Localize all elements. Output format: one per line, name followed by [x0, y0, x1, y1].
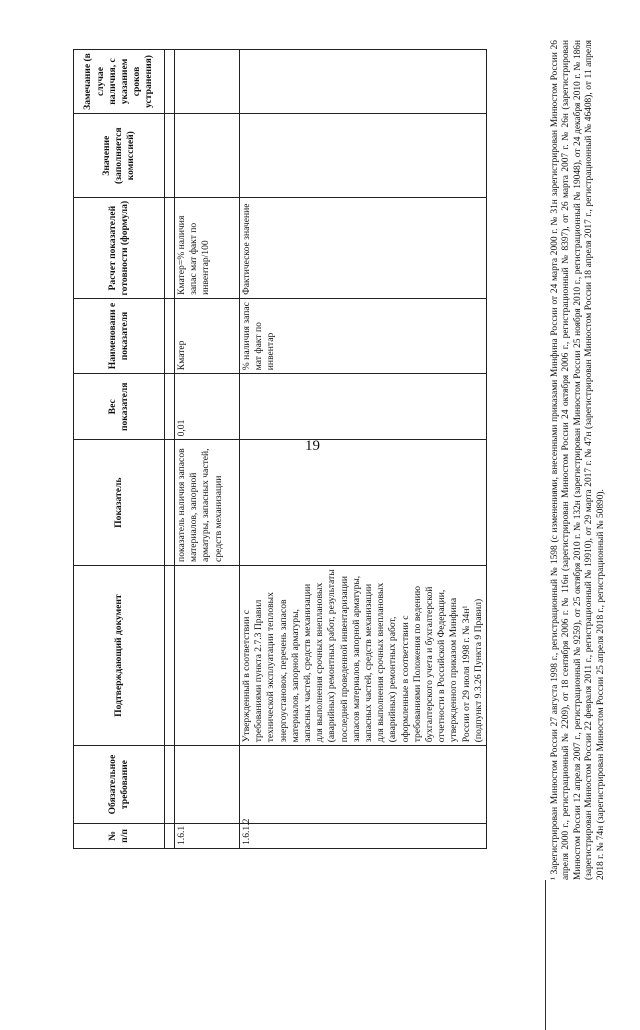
row-value [175, 113, 240, 197]
row-remark [175, 50, 240, 114]
header-row [74, 50, 165, 849]
footnote-rule [545, 880, 546, 1030]
spacer-cell [165, 440, 175, 566]
header-remark: Замечание (в случае наличия, с указанием сроков устранения) [74, 50, 165, 114]
row-document: Утвержденный в соответствии с требованиями пункта 2.7.3 Правил технической эксплуатации тепловых энергоустановок, перечень запасов материалов, запорной арматуры, запасных частей, средств механизации для выполнения срочных внеплановых (аварийных) ремонтных работ, результаты последней проведенной инвентаризации запасов материалов, запорной арматуры, запасных частей, средств механизации для выполнения срочных внеплановых (аварийных) ремонтных работ, оформленные в соответствии с требованиями Положения по ведению бухгалтерского учета и бухгалтерской отчетности в Российской Федерации, утвержденного приказом Минфина России от 29 июля 1998 г. № 34н¹ (подпункт 9.3.26 Пункта 9 Правил) [240, 565, 487, 745]
header-document: Подтверждающий документ [74, 565, 165, 745]
header-weight: Вес показателя [74, 374, 165, 440]
row-document [175, 565, 240, 745]
spacer-cell [165, 823, 175, 848]
row-num: 1.6.1.2 [240, 823, 487, 848]
row-name: % наличия запас мат факт по инвентар [240, 298, 487, 373]
row-indicator: показатель наличия запасов материалов, запорной арматуры, запасных частей, средств механизации [175, 440, 240, 566]
header-indicator: Показатель [74, 440, 165, 566]
row-weight: 0,01 [175, 374, 240, 440]
header-value: Значение (заполняется комиссией) [74, 113, 165, 197]
spacer-cell [165, 113, 175, 197]
table-row [240, 50, 487, 849]
row-required [175, 746, 240, 824]
row-weight [240, 374, 487, 440]
footnote: ¹ Зарегистрирован Минюстом России 27 августа 1998 г., регистрационный № 1598 (с изменениями, внесенными приказами Минфина России от 24 марта 2000 г. № 31н зарегистрирован Минюстом России 26 апреля 2000 г., регистрационный № 2209), от 18 сентября 2006 г. № 116н (зарегистрирован Минюстом России 24 октября 2006 г., регистрационный № 8397), от 26 марта 2007 г. № 26н (зарегистрирован Минюстом России 12 апреля 2007 г., регистрационный № 9259), от 25 октября 2010 г. № 132н (зарегистрирован Минюстом России 25 ноября 2010 г., регистрационный № 19048), от 24 декабря 2010 г. № 186н (зарегистрирован Минюстом России 22 февраля 2011 г., регистрационный № 19910), от 29 марта 2017 г. № 47н (зарегистрирован Минюстом России 18 апреля 2017 г., регистрационный № 46408), от 11 апреля 2018 г. № 74н (зарегистрирован Минюстом России 25 апреля 2018 г., регистрационный № 50890). [550, 40, 606, 880]
row-value [240, 113, 487, 197]
header-calc: Расчет показателей готовности (формула) [74, 198, 165, 298]
readiness-table [73, 49, 487, 849]
spacer-cell [165, 565, 175, 745]
row-calc: Кматер=% наличия запас мат факт по инвентар/100 [175, 198, 240, 298]
row-calc: Фактическое значение [240, 198, 487, 298]
header-required: Обязательное требование [74, 746, 165, 824]
spacer-cell [165, 50, 175, 114]
table-row [175, 50, 240, 849]
spacer-cell [165, 298, 175, 373]
page-number: 19 [305, 438, 320, 454]
spacer-cell [165, 374, 175, 440]
row-required [240, 746, 487, 824]
spacer-cell [165, 198, 175, 298]
row-indicator [240, 440, 487, 566]
rotated-table-container [73, 49, 567, 849]
spacer-cell [165, 746, 175, 824]
row-name: Кматер [175, 298, 240, 373]
row-remark [240, 50, 487, 114]
header-name: Наименовани е показателя [74, 298, 165, 373]
spacer-row [165, 50, 175, 849]
row-num: 1.6.1 [175, 823, 240, 848]
header-num: № п/п [74, 823, 165, 848]
